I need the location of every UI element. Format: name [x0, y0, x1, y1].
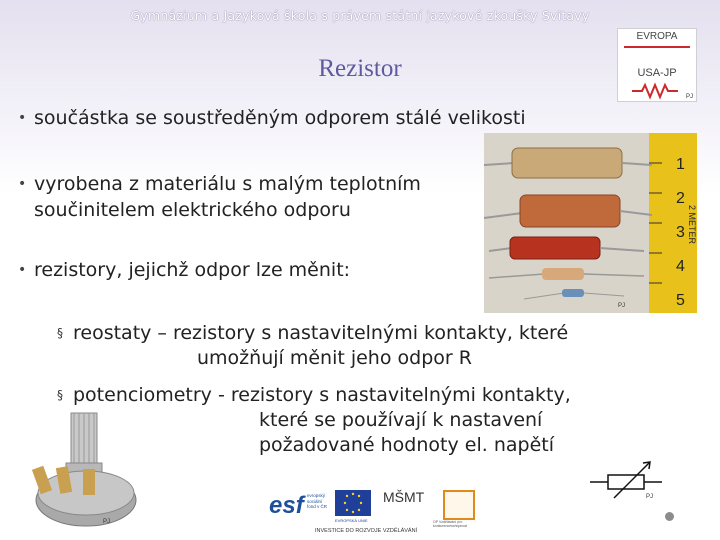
svg-text:1: 1 [676, 156, 685, 173]
badge-logo: PJ [686, 94, 694, 100]
square-bullet-icon: § [57, 388, 63, 402]
svg-text:5: 5 [676, 292, 685, 309]
bullet-dot: • [18, 110, 27, 126]
logo-middle-text: USA-JP [637, 67, 677, 79]
resistors-photo [484, 133, 697, 313]
logo-top-text: EVROPA [636, 31, 678, 42]
op-label: OP Vzdělávání pro konkurenceschopnost [433, 520, 468, 528]
potenciometry-line2: které se používají k nastavení [259, 409, 543, 431]
msmt-logo: MŠMT [383, 489, 425, 505]
square-bullet-icon: § [57, 326, 63, 340]
bullet-3: • rezistory, jejichž odpor lze měnit: [18, 259, 351, 281]
eu-flag-icon [335, 490, 371, 516]
logo-divider [624, 46, 690, 48]
bullet-dot: • [18, 262, 27, 278]
potenciometry-line1: potenciometry - rezistory s nastavitelnými kontakty, [73, 384, 571, 406]
slide-title: Rezistor [318, 55, 402, 82]
badge-photo: PJ [618, 303, 626, 309]
potentiometer-symbol-icon [588, 458, 668, 503]
eu-label: EVROPSKÁ UNIE [335, 518, 368, 523]
potentiometer-photo [28, 405, 140, 535]
svg-text:4: 4 [676, 258, 685, 275]
reostaty-line2: umožňují měnit jeho odpor R [197, 347, 472, 369]
subbullet-reostaty [57, 321, 568, 371]
svg-text:2 METER: 2 METER [687, 205, 697, 245]
badge-symbol: PJ [646, 494, 654, 500]
resistor-icon [618, 81, 696, 101]
esf-logo: esf [269, 492, 304, 519]
esf-subtext: evropský sociální fond v ČR [307, 493, 328, 509]
svg-text:3: 3 [676, 224, 685, 241]
school-header: Gymnázium a Jazyková škola s právem státní jazykové zkoušky Svitavy [130, 8, 590, 23]
potenciometry-line3: požadované hodnoty el. napětí [259, 434, 554, 456]
slide-indicator-dot [665, 512, 674, 521]
bullet-1: • součástka se soustředěným odporem stálé velikosti [18, 107, 526, 129]
reostaty-line1: reostaty – rezistory s nastavitelnými kontakty, které [73, 322, 569, 344]
footer-tagline: INVESTICE DO ROZVOJE VZDĚLÁVÁNÍ [315, 528, 418, 534]
bullet-2-line2: součinitelem elektrického odporu [34, 199, 351, 221]
bullet-2-line1: vyrobena z materiálu s malým teplotním [34, 173, 421, 195]
badge-potentiometer: PJ [103, 519, 111, 525]
svg-text:2: 2 [676, 190, 685, 207]
bullet-dot: • [18, 176, 27, 192]
evropa-usa-jp-logo [617, 28, 697, 102]
footer-logos [265, 487, 475, 537]
bullet-2 [18, 171, 421, 223]
op-logo [443, 490, 475, 520]
